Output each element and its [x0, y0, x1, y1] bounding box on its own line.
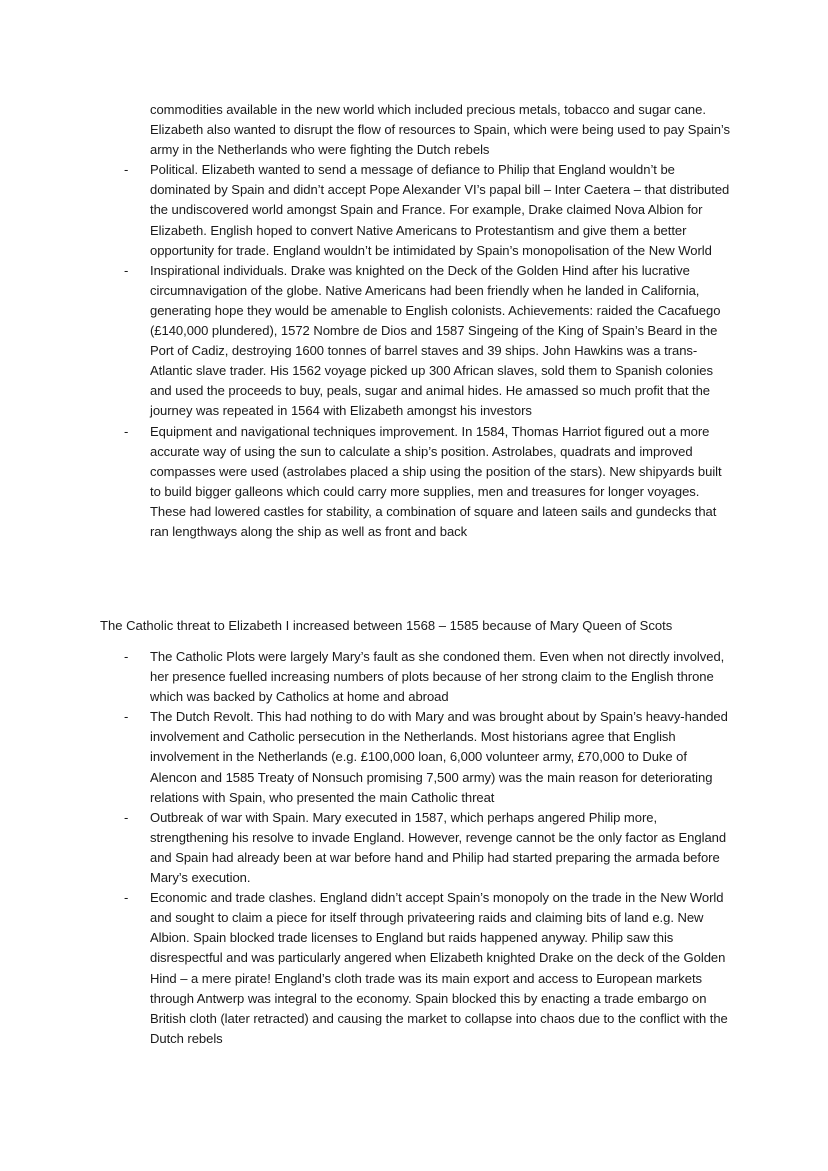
list-item: [110, 647, 735, 707]
section-heading: The Catholic threat to Elizabeth I increased between 1568 – 1585 because of Mary Queen of Scots: [100, 618, 673, 633]
list-item-text: Inspirational individuals. Drake was knighted on the Deck of the Golden Hind after his lucrative circumnavigation of the globe. Native Americans had been friendly when he landed in California, generating hope they would be amenable to English colonists. Achievements: raided the Cacafuego (£140,000 plundered), 1572 Nombre de Dios and 1587 Singeing of the King of Spain’s Beard in the Port of Cadiz, destroying 1600 tonnes of barrel staves and 39 ships. John Hawkins was a trans-Atlantic slave trader. His 1562 voyage picked up 300 African slaves, sold them to Spanish colonies and used the proceeds to buy, peals, sugar and animal hides. He amassed so much profit that the journey was repeated in 1564 with Elizabeth amongst his investors: [150, 262, 721, 419]
list-item-text: Political. Elizabeth wanted to send a message of defiance to Philip that England wouldn’t be dominated by Spain and didn’t accept Pope Alexander VI’s papal bill – Inter Caetera – that distributed the undiscovered world amongst Spain and France. For example, Drake claimed Nova Albion for Elizabeth. English hoped to convert Native Americans to Protestantism and give them a better opportunity for trade. England wouldn’t be intimidated by Spain’s monopolisation of the New World: [150, 162, 730, 258]
list-item: [110, 707, 735, 807]
bullet-dash: -: [124, 162, 129, 178]
bullet-list-new-world-factors: [110, 100, 735, 542]
list-item: [110, 261, 735, 422]
list-item: [110, 888, 735, 1049]
bullet-dash: -: [124, 890, 129, 906]
bullet-dash: -: [124, 709, 129, 725]
bullet-dash: -: [124, 649, 129, 664]
bullet-list-catholic-threat: [110, 647, 735, 1049]
bullet-dash: -: [124, 809, 129, 825]
list-item-text: Economic and trade clashes. England didn’t accept Spain’s monopoly on the trade in the New World and sought to claim a piece for itself through privateering raids and claiming bits of land e.g. New Albion. Spain blocked trade licenses to England but raids happened anyway. Philip saw this disrespectful and was particularly angered when Elizabeth knighted Drake on the deck of the Golden Hind – a mere pirate! England’s cloth trade was its main export and access to European markets through Antwerp was integral to the economy. Spain blocked this by enacting a trade embargo on British cloth (later retracted) and causing the market to collapse into chaos due to the conflict with the Dutch rebels: [150, 890, 728, 1046]
list-item: [110, 422, 735, 543]
list-item: [110, 160, 735, 260]
list-item-text: Outbreak of war with Spain. Mary executed in 1587, which perhaps angered Philip more, strengthening his resolve to invade England. However, revenge cannot be the only factor as England and Spain had already been at war before hand and Philip had started preparing the armada before Mary’s execution.: [150, 809, 727, 886]
list-item-text: The Catholic Plots were largely Mary’s fault as she condoned them. Even when not directly involved, her presence fuelled increasing numbers of plots because of her strong claim to the English throne which was backed by Catholics at home and abroad: [150, 649, 725, 705]
list-item-text: The Dutch Revolt. This had nothing to do with Mary and was brought about by Spain’s heavy-handed involvement and Catholic persecution in the Netherlands. Most historians agree that English involvement in the Netherlands (e.g. £100,000 loan, 6,000 volunteer army, £70,000 to Duke of Alencon and 1585 Treaty of Nonsuch promising 7,500 army) was the main reason for deteriorating relations with Spain, who presented the main Catholic threat: [150, 709, 728, 805]
bullet-dash: -: [124, 423, 129, 439]
list-item-text: commodities available in the new world which included precious metals, tobacco and sugar cane. Elizabeth also wanted to disrupt the flow of resources to Spain, which were being used to pay Spain’s army in the Netherlands who were fighting the Dutch rebels: [150, 102, 730, 158]
bullet-dash: -: [124, 262, 129, 278]
list-item: [110, 808, 735, 888]
list-item-text: Equipment and navigational techniques improvement. In 1584, Thomas Harriot figured out a more accurate way of using the sun to calculate a ship’s position. Astrolabes, quadrats and improved compasses were used (astrolabes placed a ship using the position of the stars). New shipyards built to build bigger galleons which could carry more supplies, men and treasures for longer voyages. These had lowered castles for stability, a combination of square and lateen sails and gundecks that ran lengthways along the ship as well as front and back: [150, 423, 722, 539]
list-item: [110, 100, 735, 160]
